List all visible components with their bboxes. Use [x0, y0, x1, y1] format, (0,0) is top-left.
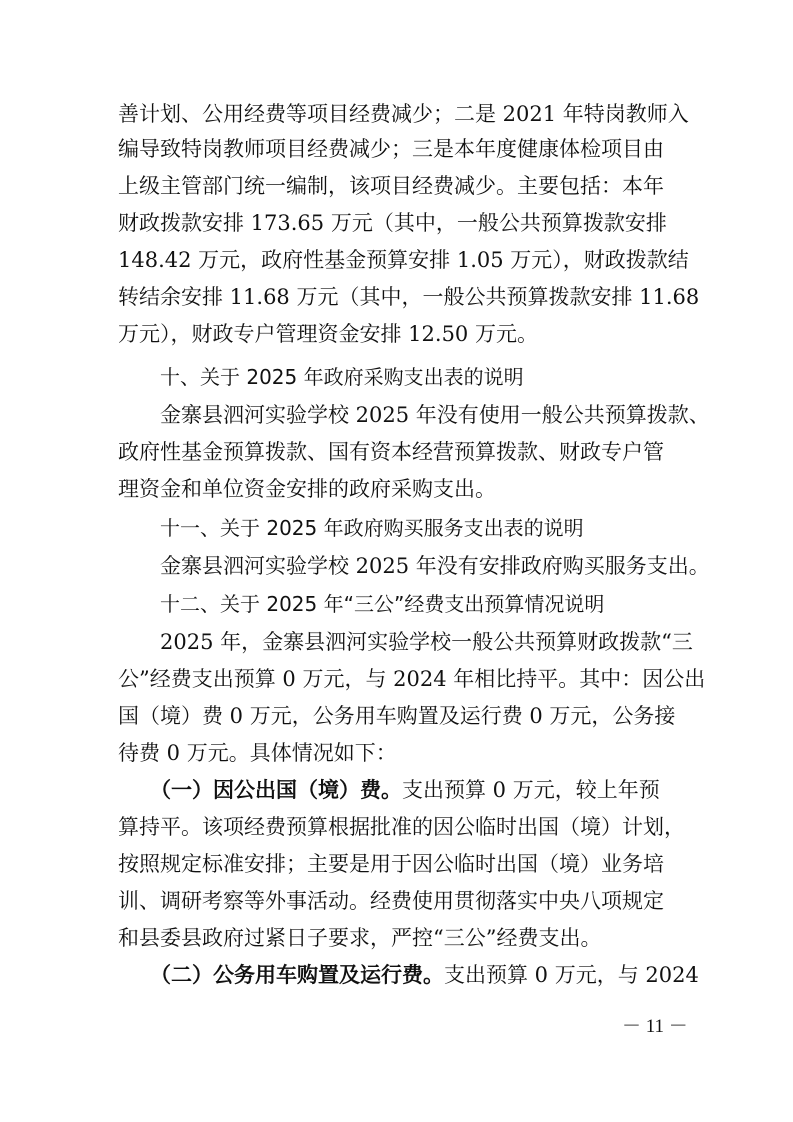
- paragraph-line: 转结余安排 11.68 万元（其中，一般公共预算拨款安排 11.68: [118, 285, 700, 309]
- paragraph-line: 金寨县泗河实验学校 2025 年没有使用一般公共预算拨款、: [160, 403, 710, 427]
- section-heading-11: 十一、关于 2025 年政府购买服务支出表的说明: [160, 516, 584, 540]
- paragraph-line: 和县委县政府过紧日子要求，严控“三公”经费支出。: [118, 926, 602, 950]
- paragraph-line: 算持平。该项经费预算根据批准的因公临时出国（境）计划，: [118, 815, 685, 839]
- paragraph-line: 万元），财政专户管理资金安排 12.50 万元。: [118, 322, 538, 346]
- paragraph-line: 国（境）费 0 万元，公务用车购置及运行费 0 万元，公务接: [118, 704, 676, 728]
- paragraph-line: 按照规定标准安排；主要是用于因公临时出国（境）业务培: [118, 852, 664, 876]
- section-heading-10: 十、关于 2025 年政府采购支出表的说明: [160, 365, 524, 389]
- paragraph-line: 理资金和单位资金安排的政府采购支出。: [118, 477, 496, 501]
- item-2-text: 支出预算 0 万元，与 2024: [444, 963, 699, 987]
- item-1-title: （一）因公出国（境）费。: [150, 777, 402, 802]
- paragraph-line: 公”经费支出预算 0 万元，与 2024 年相比持平。其中：因公出: [118, 667, 706, 691]
- item-1-line: [150, 776, 660, 804]
- page-number: － 11 －: [622, 1016, 688, 1037]
- item-2-title: （二）公务用车购置及运行费。: [150, 962, 444, 987]
- paragraph-line: 善计划、公用经费等项目经费减少；二是 2021 年特岗教师入: [118, 102, 689, 126]
- section-heading-12: 十二、关于 2025 年“三公”经费支出预算情况说明: [160, 592, 605, 616]
- paragraph-line: 金寨县泗河实验学校 2025 年没有安排政府购买服务支出。: [160, 554, 710, 578]
- paragraph-line: 政府性基金预算拨款、国有资本经营预算拨款、财政专户管: [118, 440, 664, 464]
- paragraph-line: 上级主管部门统一编制，该项目经费减少。主要包括：本年: [118, 174, 664, 198]
- paragraph-line: 财政拨款安排 173.65 万元（其中，一般公共预算拨款安排: [118, 211, 667, 235]
- paragraph-line: 148.42 万元，政府性基金预算安排 1.05 万元），财政拨款结: [118, 248, 689, 272]
- paragraph-line: 编导致特岗教师项目经费减少；三是本年度健康体检项目由: [118, 137, 664, 161]
- item-1-text: 支出预算 0 万元，较上年预: [402, 778, 660, 802]
- paragraph-line: 2025 年，金寨县泗河实验学校一般公共预算财政拨款“三: [160, 630, 693, 654]
- item-2-line: [150, 961, 699, 989]
- paragraph-line: 待费 0 万元。具体情况如下：: [118, 741, 397, 765]
- paragraph-line: 训、调研考察等外事活动。经费使用贯彻落实中央八项规定: [118, 889, 664, 913]
